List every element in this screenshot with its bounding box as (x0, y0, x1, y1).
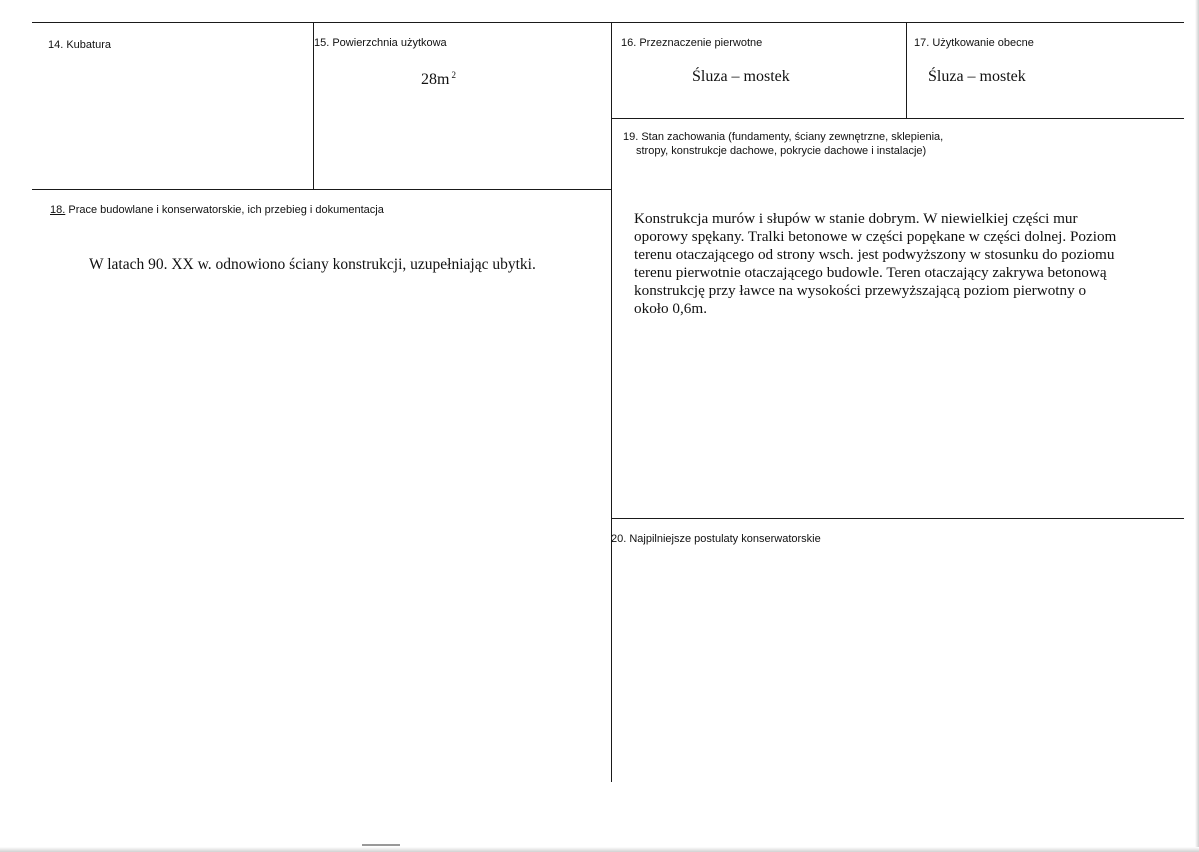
top-border (32, 22, 1184, 23)
field-16-value: Śluza – mostek (692, 68, 790, 85)
field-19-line: konstrukcję przy ławce na wysokości przewyższającą poziom pierwotny o (634, 282, 1087, 299)
scan-artifact-mark (362, 844, 400, 846)
field-14-label: 14. Kubatura (48, 39, 111, 51)
field-17-label: 17. Użytkowanie obecne (914, 37, 1034, 49)
field-18-label-text: Prace budowlane i konserwatorskie, ich przebieg i dokumentacja (65, 204, 384, 216)
field-15-value (421, 66, 456, 89)
field-19-value (634, 210, 1136, 318)
field-19-label-line1: 19. Stan zachowania (fundamenty, ściany zewnętrzne, sklepienia, (623, 131, 944, 143)
field-19-line: około 0,6m. (634, 300, 707, 317)
scan-right-edge (1195, 0, 1199, 852)
field-19-line: Konstrukcja murów i słupów w stanie dobrym. W niewielkiej części mur (634, 210, 1078, 227)
field-15-label: 15. Powierzchnia użytkowa (314, 37, 447, 49)
field-19-label-line2: stropy, konstrukcje dachowe, pokrycie dachowe i instalacje) (636, 145, 927, 157)
field-18-value: W latach 90. XX w. odnowiono ściany konstrukcji, uzupełniając ubytki. (89, 256, 536, 273)
field-16-label: 16. Przeznaczenie pierwotne (621, 37, 763, 49)
divider-left-row (32, 189, 611, 190)
field-20-label: 20. Najpilniejsze postulaty konserwatorskie (611, 533, 821, 545)
center-divider (611, 22, 612, 782)
field-19-line: terenu pierwotnie otaczającego budowle. Teren otaczający zakrywa betonową (634, 264, 1107, 281)
field-18-number: 18. (50, 204, 66, 216)
divider-19-20 (611, 518, 1184, 519)
field-19-line: oporowy spękany. Tralki betonowe w części popękane w części dolnej. Poziom (634, 228, 1117, 245)
scan-bottom-edge (0, 847, 1199, 852)
field-15-superscript: 2 (451, 70, 456, 80)
field-19-line: terenu otaczającego od strony wsch. jest podwyższony w stosunku do poziomu (634, 246, 1115, 263)
field-18-label (50, 203, 384, 217)
divider-top-right-row (611, 118, 1184, 119)
divider-16-17 (906, 22, 907, 118)
field-17-value: Śluza – mostek (928, 68, 1026, 85)
field-15-number: 28m (421, 71, 450, 88)
